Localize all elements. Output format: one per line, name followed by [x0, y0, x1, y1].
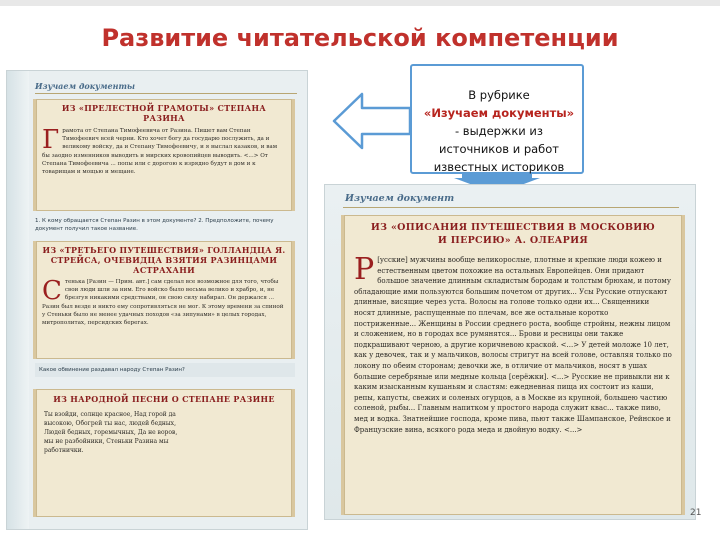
document-scroll-1: [33, 99, 295, 211]
document-header: ИЗ «ПРЕЛЕСТНОЙ ГРАМОТЫ» СТЕПАНА РАЗИНА: [61, 103, 267, 123]
question-text: 1. К кому обращается Степан Разин в этом документе? 2. Предположите, почему документ получил такое название.: [35, 218, 274, 232]
document-header-line-1: ИЗ «ОПИСАНИЯ ПУТЕШЕСТВИЯ В МОСКОВИЮ: [370, 222, 656, 233]
drop-cap: Г: [42, 125, 60, 155]
callout-suffix: - выдержки из источников и работ известных историков: [433, 124, 565, 174]
page-number: 21: [690, 508, 702, 518]
document-text: [усские] мужчины вообще великорослые, плотные и крепкие люди кожею и естественным цветом похожие на остальных Европейцев. Они придают большое значение длинным складистым бородам и толстым брюхам, и потому обладающие ими пользуются большим почетом от других... Усы Русские отпускают длинные, висящие через уста. Волосы на голове только одни их... Священники носят длинные, распущенные по плечам, все же остальные коротко постриженные... Женщины в России среднего роста, вообще стройны, нежны лицом и сложением, но в городах все румянятся... Брови и ресницы они также подкрашивают черною, а другие коричневою краской. <...> У детей моложе 10 лет, как у девочек, так и у мальчиков, волосы стригут на всей голове, оставляя только по локону по обеим сторонам; девочки же, в отличие от мальчиков, носят в ушах большие серебряные или медные кольца [серёжки]. <...> Русские не привыкли ни к каким изысканным кушаньям и сластям: ежедневная пища их состоит из каши, репы, капусты, свежих и соленых огурцов, а в Москве из крупной, большею частию соленой, рыбы... Главным напитком у простого народа служит квас... также пиво, мед и водка. Знатнейшие господа, кроме пива, пьют также Шампанское, Рейнское и Французские вина, всякого рода меда и двойную водку. <...>: [354, 256, 672, 434]
callout-box: [410, 64, 584, 174]
drop-cap: Р: [354, 252, 375, 287]
left-arrow-icon: [332, 92, 412, 150]
header-divider: [0, 0, 720, 6]
document-scroll: [341, 215, 685, 515]
document-text: тенька [Разин — Прим. авт.] сам сделал все возможное для того, чтобы свои люди шли за ним. Его войско было весьма велико и храбро, и, не брезгуя никакими средствами, он свою силу набирал. Он держался ... Разин был везде и никто ему сопротивляться не мог. К этому времени за спиной у Стеньки было не менее удачных походов «за зипунами» в целых городах, митрополитах, персидских берегах.: [42, 279, 284, 327]
question-text: Какое обвинение раздавал народу Степан Разин?: [35, 363, 295, 377]
document-header-line-2: И ПЕРСИЮ» А. ОЛЕАРИЯ: [437, 235, 589, 246]
document-header: ИЗ «ТРЕТЬЕГО ПУТЕШЕСТВИЯ» ГОЛЛАНДЦА Я. СТРЕЙСА, ОЧЕВИДЦА ВЗЯТИЯ РАЗИНЦАМИ АСТРАХАНИ: [42, 245, 286, 275]
drop-cap: С: [42, 276, 62, 306]
slide-title: Развитие читательской компетенции: [101, 24, 619, 52]
callout-prefix: В рубрике: [468, 88, 530, 102]
song-text: Ты взойди, солнце красное, Над горой да высокою, Обогрей ты нас, людей бедных, Людей бедных, горемычных, Да не воров, мы не разбойники, Стеньки Разина мы работнички.: [44, 411, 178, 454]
textbook-page-left: [6, 70, 308, 530]
section-label: Изучаем документы: [35, 81, 136, 91]
slide-header: [0, 0, 720, 72]
section-label: Изучаем документ: [345, 193, 455, 204]
callout-highlight: «Изучаем документы»: [423, 106, 575, 120]
page-margin-decoration: [7, 71, 29, 529]
divider: [35, 93, 297, 94]
divider: [343, 207, 679, 208]
document-text: рамота от Степана Тимофеевича от Разина. Пишет вам Степан Тимофеевич всей черни. Кто хочет богу да государю послужить, да и великому войску, да и Степану Тимофеевичу, и я выслал казаков, и вам бы заодно изменников выводить и мирских кровопийцев выводить. <...> От Степана Тимофеевича ... попы или с дорогою к изрядно будут в дом и к товарищам и мощью и мещане.: [42, 128, 278, 176]
document-scroll-2: [33, 241, 295, 359]
callout-text: [420, 86, 578, 176]
document-scroll-3: [33, 389, 295, 517]
textbook-page-right: [324, 184, 696, 520]
document-header: ИЗ НАРОДНОЙ ПЕСНИ О СТЕПАНЕ РАЗИНЕ: [53, 394, 275, 404]
